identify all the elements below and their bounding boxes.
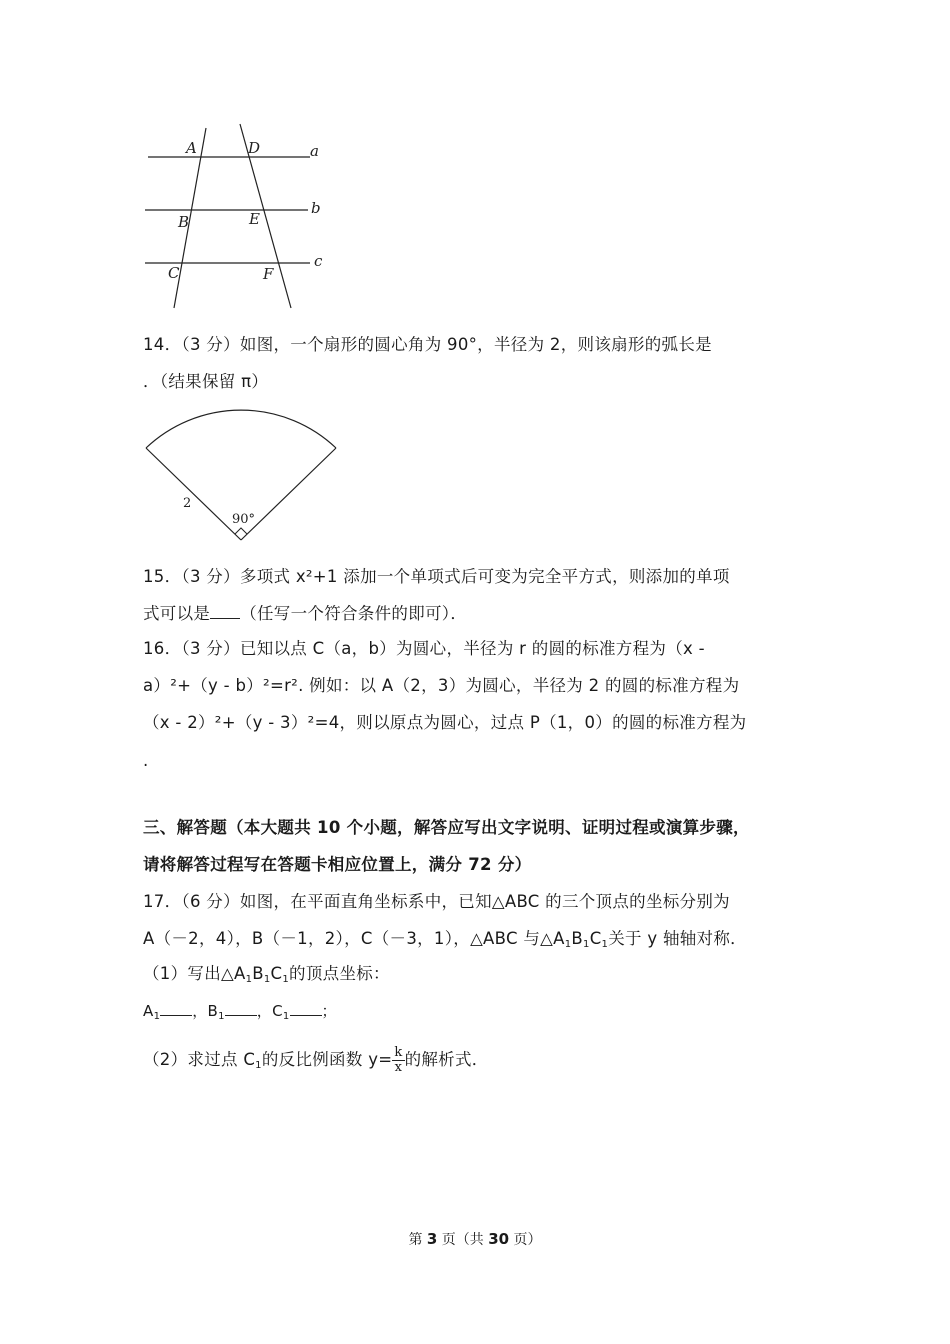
fraction-k-over-x bbox=[392, 1046, 404, 1075]
radius-label: 2 bbox=[183, 496, 192, 511]
q17-part2 bbox=[143, 1046, 489, 1075]
q17-part2-mid: 的反比例函数 y= bbox=[261, 1050, 393, 1069]
footer-pre: 第 bbox=[408, 1232, 427, 1248]
q17-part2-end: 的解析式． bbox=[404, 1050, 489, 1069]
sector-radius-left bbox=[146, 448, 241, 540]
section3-heading-line1: 三、解答题（本大题共 10 个小题，解答应写出文字说明、证明过程或演算步骤， bbox=[143, 818, 750, 837]
q14-line1: 14．（3 分）如图，一个扇形的圆心角为 90°，半径为 2，则该扇形的弧长是 bbox=[143, 335, 712, 354]
subscript: 1 bbox=[282, 974, 290, 985]
q16-line1: 16．（3 分）已知以点 C（a，b）为圆心，半径为 r 的圆的标准方程为（x - bbox=[143, 639, 705, 658]
q17-answers bbox=[143, 1000, 337, 1022]
q17-line2-c: C bbox=[589, 929, 602, 948]
q16-line3: （x - 2）²+（y - 3）²=4，则以原点为圆心，过点 P（1，0）的圆的标准方程为 bbox=[143, 713, 747, 732]
label-C: C bbox=[168, 264, 180, 282]
parallel-lines-figure bbox=[140, 120, 340, 315]
answer-b1-label: ，B bbox=[192, 1002, 219, 1020]
q17-part2-text: （2）求过点 C bbox=[143, 1050, 256, 1069]
label-c: c bbox=[314, 252, 323, 270]
q15-answer-blank bbox=[210, 604, 240, 619]
answer-c1-label: ，C bbox=[256, 1002, 283, 1020]
label-a: a bbox=[310, 142, 319, 160]
q15-line2-pre: 式可以是 bbox=[143, 604, 211, 623]
label-D: D bbox=[248, 139, 261, 157]
q17-line2 bbox=[143, 928, 747, 950]
angle-label: 90° bbox=[232, 512, 256, 527]
q16-line4: . bbox=[143, 751, 149, 770]
answer-a1-blank bbox=[160, 1001, 192, 1016]
fraction-numerator: k bbox=[394, 1045, 403, 1060]
right-angle-mark bbox=[235, 528, 247, 534]
label-b: b bbox=[311, 199, 321, 217]
q17-line1: 17．（6 分）如图，在平面直角坐标系中，已知△ABC 的三个顶点的坐标分别为 bbox=[143, 892, 730, 911]
subscript: 1 bbox=[218, 1011, 225, 1022]
q15-line2-post: （任写一个符合条件的即可）． bbox=[240, 604, 468, 623]
label-B: B bbox=[178, 213, 190, 231]
subscript: 1 bbox=[245, 974, 253, 985]
label-F: F bbox=[263, 265, 274, 283]
q17-part1 bbox=[143, 963, 390, 985]
section3-heading-line2: 请将解答过程写在答题卡相应位置上，满分 72 分） bbox=[143, 855, 532, 874]
answer-end: ； bbox=[321, 1002, 337, 1020]
q17-part1-end: 的顶点坐标： bbox=[289, 964, 390, 983]
page-total: 30 bbox=[488, 1230, 510, 1248]
subscript: 1 bbox=[153, 1011, 161, 1022]
q15-line2 bbox=[143, 603, 467, 625]
q17-line2-text: A（－2，4），B（－1，2），C（－3，1），△ABC 与△A bbox=[143, 929, 565, 948]
label-A: A bbox=[186, 139, 197, 157]
q17-part1-c: C bbox=[270, 964, 283, 983]
label-E: E bbox=[249, 210, 260, 228]
sector-radius-right bbox=[241, 448, 336, 540]
sector-arc bbox=[146, 410, 336, 448]
answer-c1-blank bbox=[290, 1001, 322, 1016]
fraction-denominator: x bbox=[394, 1060, 403, 1075]
q14-line2: ．（结果保留 π） bbox=[143, 372, 269, 391]
answer-a1-label: A bbox=[143, 1002, 154, 1020]
subscript: 1 bbox=[282, 1011, 290, 1022]
subscript: 1 bbox=[583, 939, 590, 950]
page-number: 3 bbox=[426, 1230, 438, 1248]
subscript: 1 bbox=[263, 974, 271, 985]
subscript: 1 bbox=[601, 939, 609, 950]
subscript: 1 bbox=[564, 939, 572, 950]
sector-figure bbox=[140, 400, 345, 545]
q16-line2: a）²+（y - b）²=r². 例如：以 A（2，3）为圆心，半径为 2 的圆的标准方程为 bbox=[143, 676, 740, 695]
page-footer bbox=[0, 1229, 950, 1249]
answer-b1-blank bbox=[225, 1001, 257, 1016]
subscript: 1 bbox=[255, 1060, 262, 1071]
q17-line2-b: B bbox=[571, 929, 584, 948]
footer-post: 页） bbox=[509, 1232, 542, 1248]
q17-part1-b: B bbox=[252, 964, 264, 983]
q15-line1: 15．（3 分）多项式 x²+1 添加一个单项式后可变为完全平方式，则添加的单项 bbox=[143, 567, 730, 586]
q17-line2-end: 关于 y 轴轴对称． bbox=[608, 929, 747, 948]
q17-part1-text: （1）写出△A bbox=[143, 964, 246, 983]
footer-mid: 页（共 bbox=[437, 1232, 489, 1248]
